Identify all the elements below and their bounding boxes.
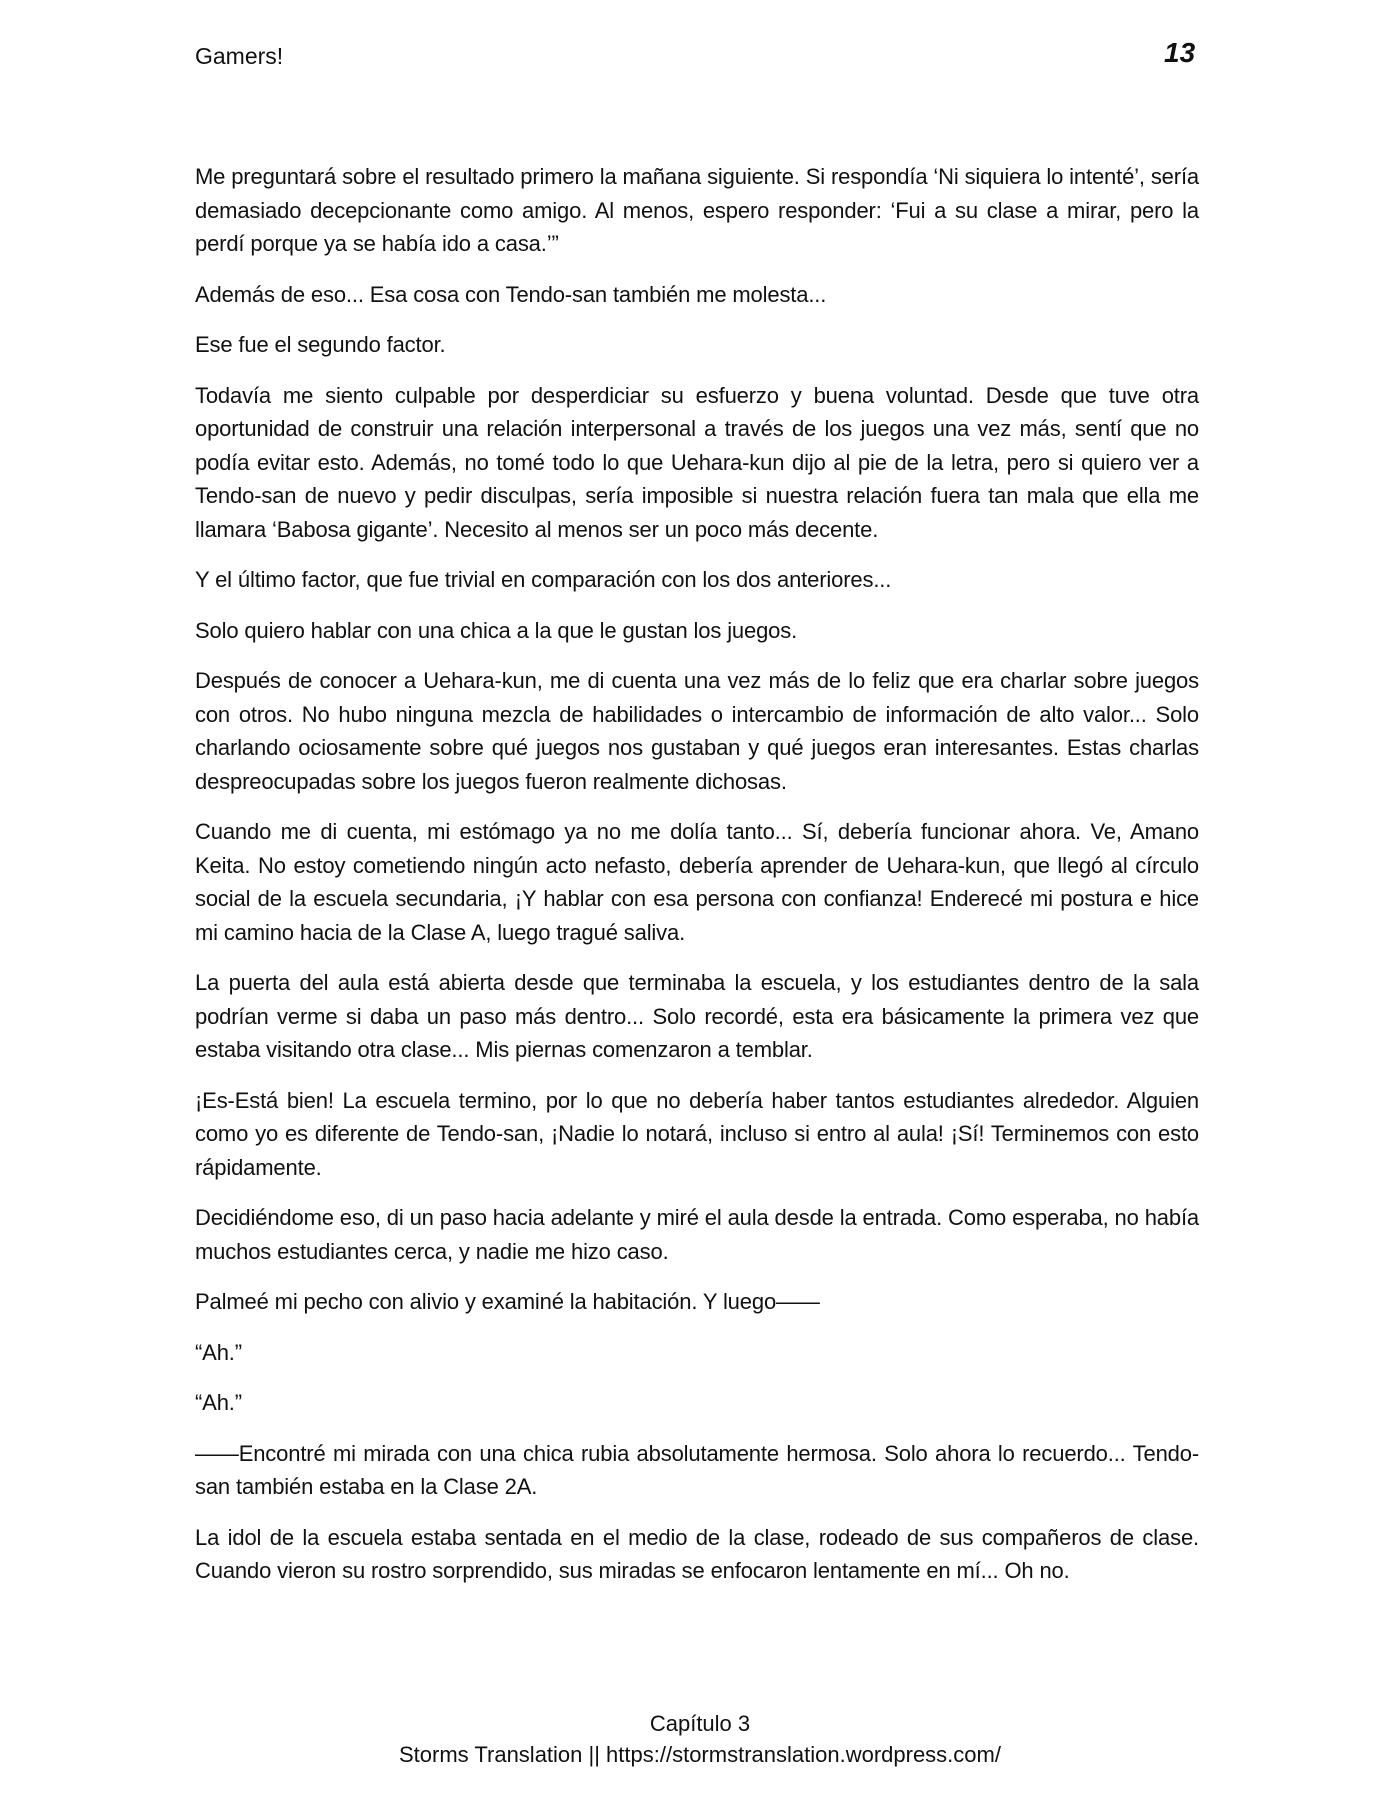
page-number: 13 [1164, 37, 1196, 68]
paragraph: Todavía me siento culpable por desperdiciar su esfuerzo y buena voluntad. Desde que tuve otra oportunidad de construir una relación interpersonal a través de los juegos una vez más, sentí que no podía evitar esto. Además, no tomé todo lo que Uehara-kun dijo al pie de la letra, pero si quiero ver a Tendo-san de nuevo y pedir disculpas, sería imposible si nuestra relación fuera tan mala que ella me llamara ‘Babosa gigante’. Necesito al menos ser un poco más decente. [195, 382, 1199, 542]
paragraph: “Ah.” [195, 1339, 242, 1365]
paragraph: ¡Es-Está bien! La escuela termino, por lo que no debería haber tantos estudiantes alrededor. Alguien como yo es diferente de Tendo-san, ¡Nadie lo notará, incluso si entro al aula! ¡Sí! Terminemos con esto rápidamente. [195, 1087, 1199, 1180]
paragraph: Y el último factor, que fue trivial en comparación con los dos anteriores... [195, 567, 892, 592]
paragraph: “Ah.” [195, 1390, 242, 1415]
paragraph: ——Encontré mi mirada con una chica rubia absolutamente hermosa. Solo ahora lo recuerdo... Tendo-san también estaba en la Clase 2A. [195, 1440, 1199, 1499]
paragraph: Palmeé mi pecho con alivio y examiné la habitación. Y luego—— [195, 1289, 820, 1314]
paragraph: Ese fue el segundo factor. [195, 332, 446, 357]
paragraph: La idol de la escuela estaba sentada en el medio de la clase, rodeado de sus compañeros de clase. Cuando vieron su rostro sorprendido, sus miradas se enfocaron lentamente en mí... Oh no. [195, 1524, 1199, 1583]
paragraph: Solo quiero hablar con una chica a la que le gustan los juegos. [195, 617, 798, 643]
paragraph: La puerta del aula está abierta desde que terminaba la escuela, y los estudiantes dentro de la sala podrían verme si daba un paso más dentro... Solo recordé, esta era básicamente la primera vez que estaba visitando otra clase... Mis piernas comenzaron a temblar. [195, 970, 1199, 1062]
paragraph: Cuando me di cuenta, mi estómago ya no me dolía tanto... Sí, debería funcionar ahora. Ve, Amano Keita. No estoy cometiendo ningún acto nefasto, debería aprender de Uehara-kun, que llegó al círculo social de la escuela secundaria, ¡Y hablar con esa persona con confianza! Enderecé mi postura e hice mi camino hacia de la Clase A, luego tragué saliva. [195, 819, 1199, 945]
paragraph: Después de conocer a Uehara-kun, me di cuenta una vez más de lo feliz que era charlar sobre juegos con otros. No hubo ninguna mezcla de habilidades o intercambio de información de alto valor... Solo charlando ociosamente sobre qué juegos nos gustaban y qué juegos eran interesantes. Estas charlas despreocupadas sobre los juegos fueron realmente dichosas. [195, 668, 1199, 794]
page-footer [0, 1708, 1400, 1770]
paragraph: Me preguntará sobre el resultado primero la mañana siguiente. Si respondía ‘Ni siquiera lo intenté’, sería demasiado decepcionante como amigo. Al menos, espero responder: ‘Fui a su clase a mirar, pero la perdí porque ya se había ido a casa.’” [195, 164, 1199, 256]
paragraph: Decidiéndome eso, di un paso hacia adelante y miré el aula desde la entrada. Como esperaba, no había muchos estudiantes cerca, y nadie me hizo caso. [195, 1205, 1199, 1264]
body-text [195, 160, 1199, 1605]
header-title: Gamers! [195, 43, 284, 69]
paragraph: Además de eso... Esa cosa con Tendo-san también me molesta... [195, 281, 827, 307]
footer-credit: Storms Translation || https://stormstranslation.wordpress.com/ [399, 1742, 1001, 1767]
footer-chapter: Capítulo 3 [649, 1711, 751, 1736]
